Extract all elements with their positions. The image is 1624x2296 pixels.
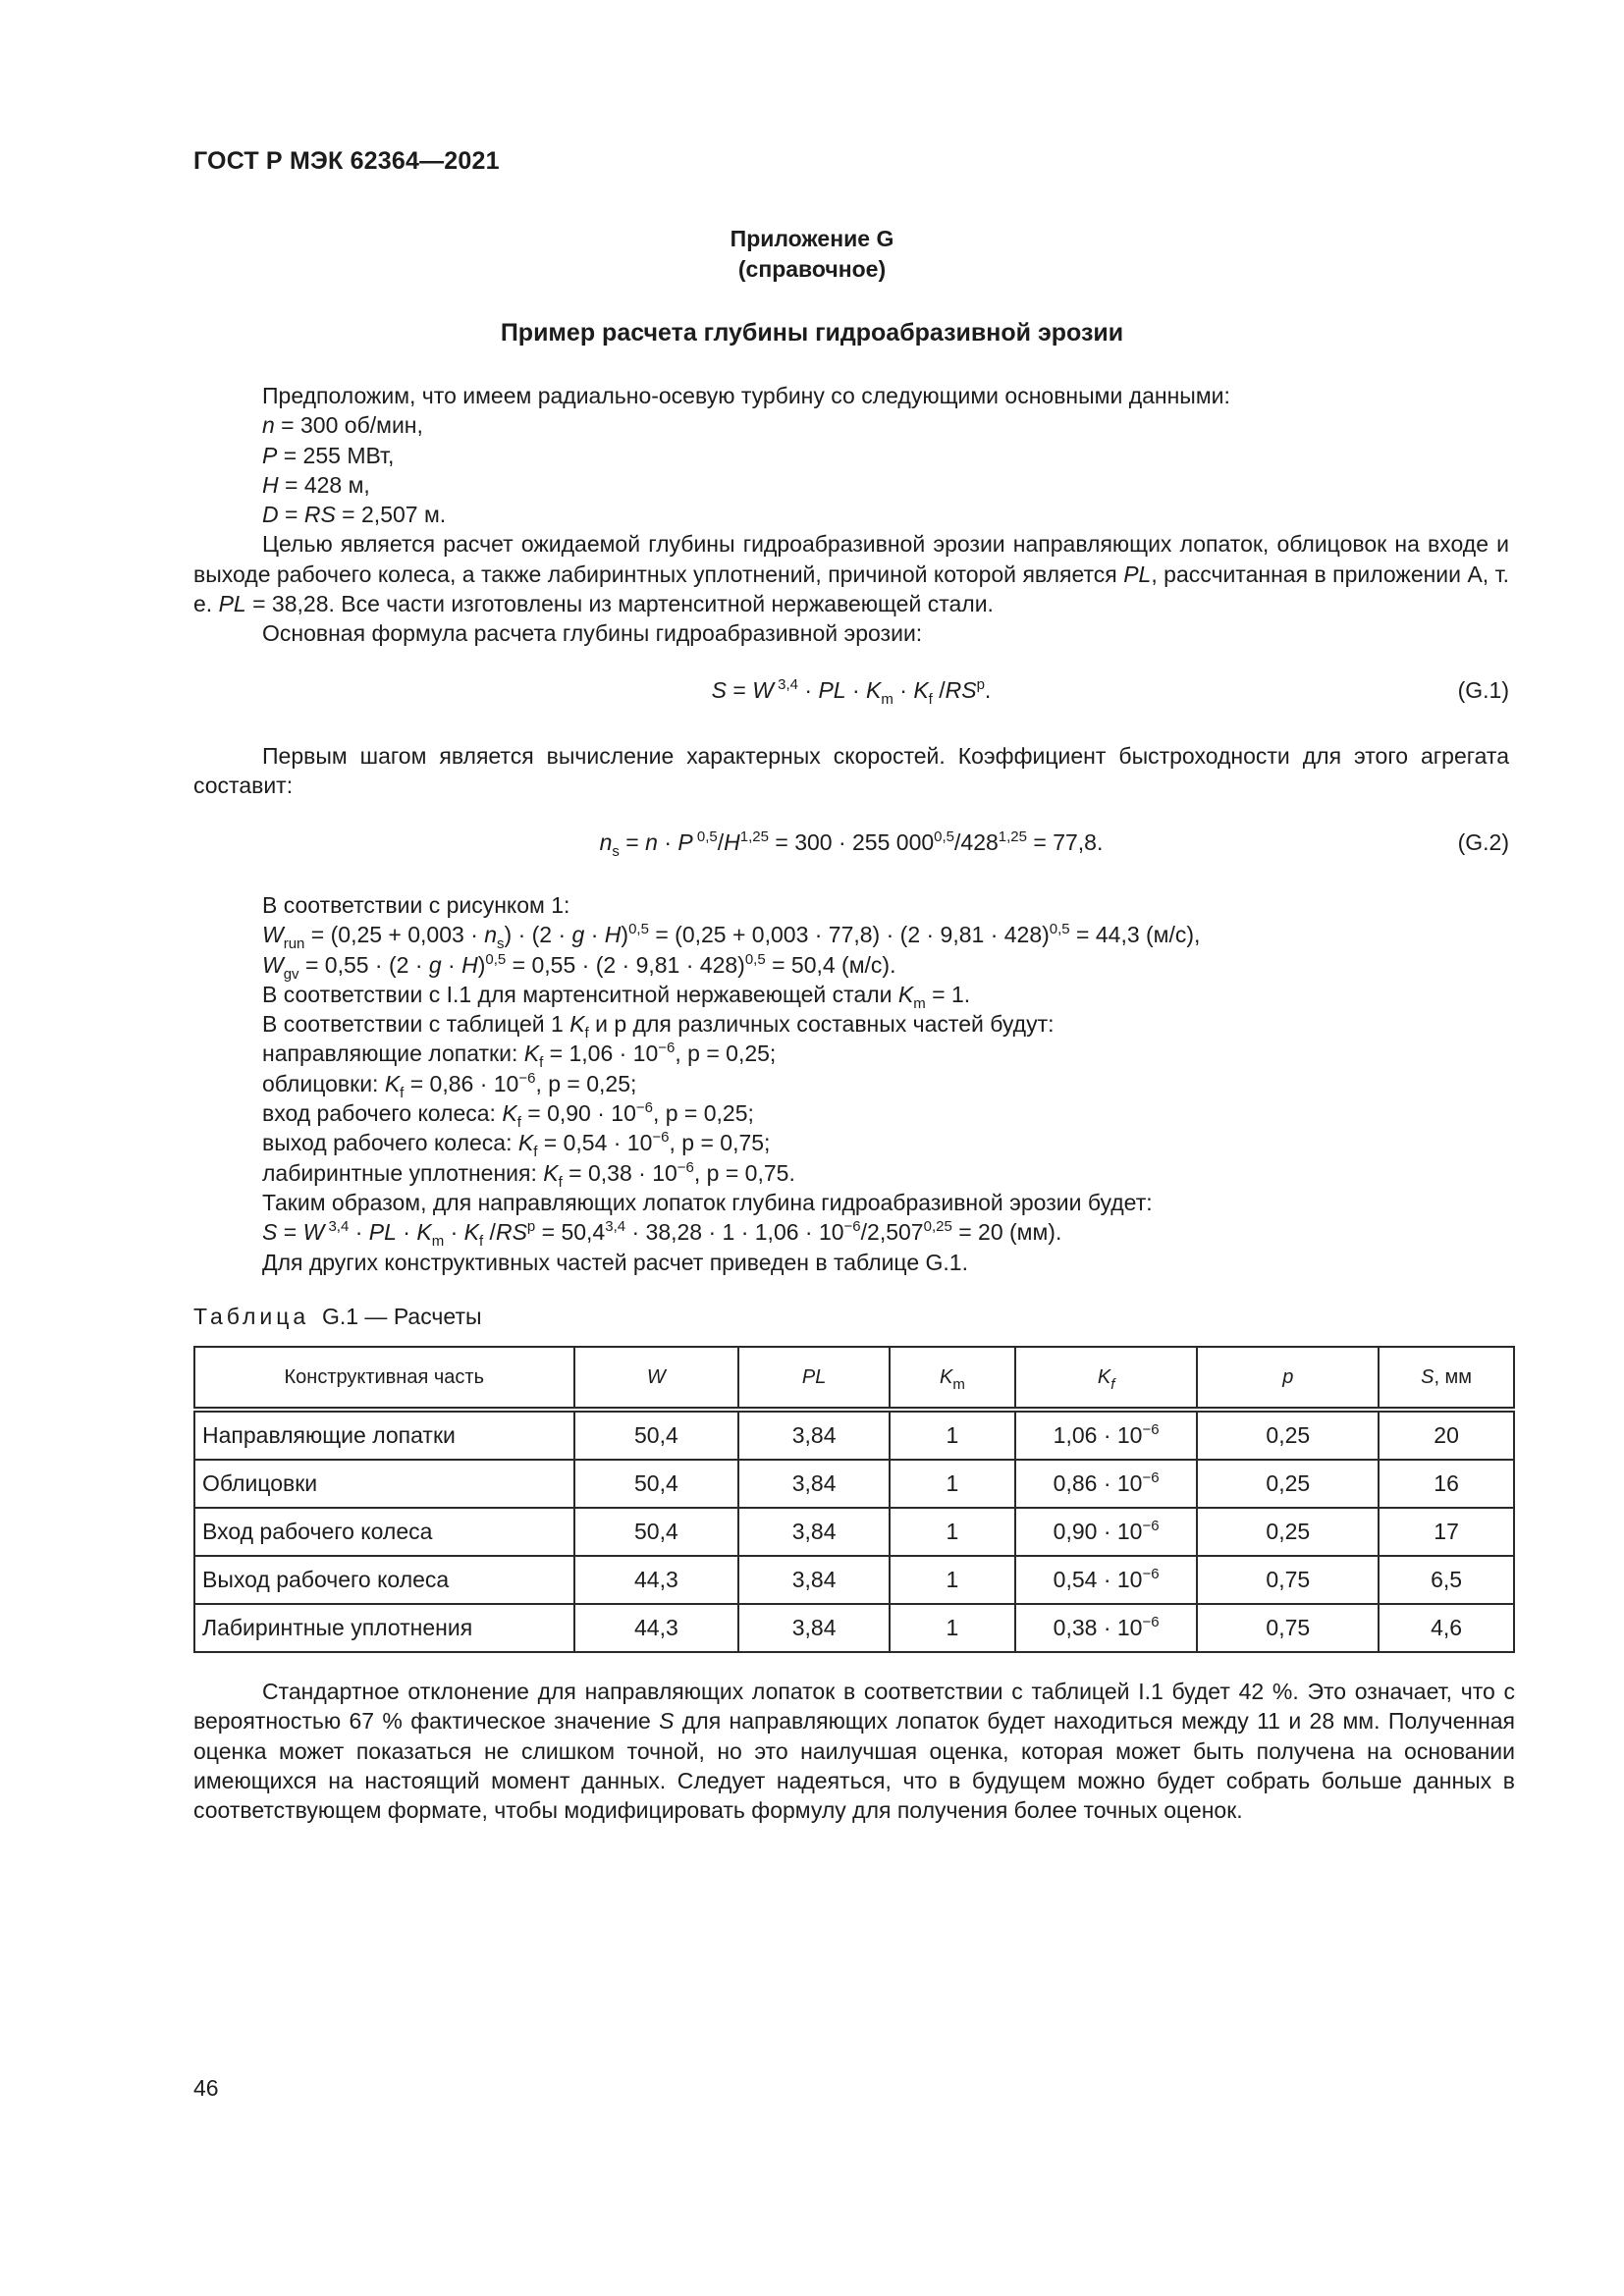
cell-s: 16 xyxy=(1379,1460,1514,1508)
cell-p: 0,75 xyxy=(1197,1604,1379,1652)
s-result-line: S = W $^{3,4}$ · PL · $K_m \cdot K_f$ $/RS^p = 50,4^{3,4} \cdot 38,28 \cdot 1 \cdot 1,06 \cdot 10^{-6}/2,507^{0,25} = 20$ (мм). xyxy=(262,1218,1062,1251)
col-header-p: p xyxy=(1197,1347,1379,1410)
param-n: n = 300 об/мин, xyxy=(262,412,423,439)
kf-inlet: вход рабочего колеса: $K_f = 0,90 \cdot 10^{-6}$, p = 0,25; xyxy=(262,1099,754,1132)
calc-block xyxy=(193,890,1509,1277)
col-header-s: S, мм xyxy=(1379,1347,1514,1410)
kf-liners: облицовки: $K_f = 0,86 \cdot 10^{-6}$, p = 0,25; xyxy=(262,1069,637,1101)
appendix-title: Приложение G xyxy=(730,226,894,251)
standard-header: ГОСТ Р МЭК 62364—2021 xyxy=(193,147,500,175)
cell-km: 1 xyxy=(890,1556,1015,1604)
cell-pl: 3,84 xyxy=(738,1508,890,1556)
cell-km: 1 xyxy=(890,1508,1015,1556)
cell-part: Направляющие лопатки xyxy=(194,1410,574,1460)
col-header-kf: $K_f$ xyxy=(1015,1347,1198,1410)
table-row xyxy=(194,1556,1514,1604)
cell-km: 1 xyxy=(890,1460,1015,1508)
conclusion-paragraph xyxy=(193,1677,1515,1825)
cell-kf: $0,38 \cdot 10^{-6}$ xyxy=(1015,1604,1198,1652)
col-header-km: $K_m$ xyxy=(890,1347,1015,1410)
cell-p: 0,25 xyxy=(1197,1508,1379,1556)
table-ref-line: В соответствии с таблицей 1 $K_f$ и p для различных составных частей будут: xyxy=(262,1011,1055,1042)
cell-p: 0,25 xyxy=(1197,1410,1379,1460)
section-title: Пример расчета глубины гидроабразивной эрозии xyxy=(500,319,1124,347)
step1-text: Первым шагом является вычисление характерных скоростей. Коэффициент быстроходности для этого агрегата составит: xyxy=(193,743,1509,799)
formula-g1-number: (G.1) xyxy=(1457,677,1509,703)
table-caption: Таблица G.1 — Расчеты xyxy=(193,1304,482,1329)
cell-pl: 3,84 xyxy=(738,1604,890,1652)
w-gv-line: $W_{gv} = 0,55 \cdot (2 \cdot g \cdot H)^{0,5} = 0,55 \cdot (2 \cdot 9,81 \cdot 428)^{0,5} = 50,4$ (м/с). xyxy=(262,950,896,983)
intro-lead: Предположим, что имеем радиально-осевую турбину со следующими основными данными: xyxy=(262,383,1230,408)
cell-part: Вход рабочего колеса xyxy=(194,1508,574,1556)
cell-km: 1 xyxy=(890,1410,1015,1460)
cell-pl: 3,84 xyxy=(738,1460,890,1508)
step1-paragraph xyxy=(193,741,1509,801)
formula-g2-number: (G.2) xyxy=(1457,829,1509,855)
table-row xyxy=(194,1460,1514,1508)
col-header-part: Конструктивная часть xyxy=(194,1347,574,1410)
km-line: В соответствии с I.1 для мартенситной нержавеющей стали $K_m = 1$. xyxy=(262,981,971,1012)
formula-lead: Основная формула расчета глубины гидроабразивной эрозии: xyxy=(262,620,923,647)
param-p: P = 255 МВт, xyxy=(262,442,395,468)
cell-pl: 3,84 xyxy=(738,1410,890,1460)
intro-block xyxy=(193,381,1509,649)
w-run-line: $W_{run} = (0,25 + 0,003 \cdot n_s) \cdot (2 \cdot g \cdot H)^{0,5} = (0,25 + 0,003 \cdot 77,8) \cdot (2 \cdot 9,81 \cdot 428)^{0,5} = 44,3$ (м/с), xyxy=(262,921,1201,953)
cell-kf: $0,90 \cdot 10^{-6}$ xyxy=(1015,1508,1198,1556)
table-row xyxy=(194,1410,1514,1460)
kf-labyrinth: лабиринтные уплотнения: $K_f = 0,38 \cdot 10^{-6}$, p = 0,75. xyxy=(262,1158,795,1191)
cell-s: 17 xyxy=(1379,1508,1514,1556)
fig-ref: В соответствии с рисунком 1: xyxy=(262,892,570,918)
cell-part: Выход рабочего колеса xyxy=(194,1556,574,1604)
col-header-pl: PL xyxy=(738,1347,890,1410)
cell-w: 44,3 xyxy=(574,1604,739,1652)
table-row xyxy=(194,1508,1514,1556)
cell-w: 50,4 xyxy=(574,1508,739,1556)
cell-part: Облицовки xyxy=(194,1460,574,1508)
formula-g1-expression: S = W $^{3,4}$ · PL · $K_m \cdot K_f$ $/RS^p$. xyxy=(711,676,992,708)
appendix-kind: (справочное) xyxy=(737,256,887,282)
table-row xyxy=(194,1604,1514,1652)
formula-g1 xyxy=(193,677,1509,709)
kf-guide-vanes: направляющие лопатки: $K_f = 1,06 \cdot 10^{-6}$, p = 0,25; xyxy=(262,1040,777,1072)
others-line: Для других конструктивных частей расчет приведен в таблице G.1. xyxy=(262,1249,968,1275)
cell-kf: $1,06 \cdot 10^{-6}$ xyxy=(1015,1410,1198,1460)
cell-p: 0,75 xyxy=(1197,1556,1379,1604)
param-d: D = RS = 2,507 м. xyxy=(262,502,447,528)
table-header-row xyxy=(194,1347,1514,1410)
cell-s: 4,6 xyxy=(1379,1604,1514,1652)
cell-s: 6,5 xyxy=(1379,1556,1514,1604)
cell-w: 50,4 xyxy=(574,1460,739,1508)
calculation-table xyxy=(193,1346,1515,1653)
cell-kf: $0,54 \cdot 10^{-6}$ xyxy=(1015,1556,1198,1604)
cell-part: Лабиринтные уплотнения xyxy=(194,1604,574,1652)
cell-km: 1 xyxy=(890,1604,1015,1652)
cell-pl: 3,84 xyxy=(738,1556,890,1604)
formula-g2-expression: $n_s = n \cdot P$ $^{0,5}/H^{1,25} = 300 \cdot 255$ $000^{0,5}/428^{1,25} = 77,8$. xyxy=(599,828,1104,860)
cell-s: 20 xyxy=(1379,1410,1514,1460)
cell-kf: $0,86 \cdot 10^{-6}$ xyxy=(1015,1460,1198,1508)
cell-w: 50,4 xyxy=(574,1410,739,1460)
thus-line: Таким образом, для направляющих лопаток глубина гидроабразивной эрозии будет: xyxy=(262,1189,1153,1215)
formula-g2 xyxy=(193,829,1509,861)
param-h: H = 428 м, xyxy=(262,471,370,498)
page-number: 46 xyxy=(193,2075,219,2101)
cell-w: 44,3 xyxy=(574,1556,739,1604)
goal-paragraph: Целью является расчет ожидаемой глубины гидроабразивной эрозии направляющих лопаток, облицовок на входе и выходе рабочего колеса, а также лабиринтных уплотнений, причиной которой является PL, рассчитанная в приложении А, т. е. PL = 38,28. Все части изготовлены из мартенситной нержавеющей стали. xyxy=(193,531,1509,617)
kf-outlet: выход рабочего колеса: $K_f = 0,54 \cdot 10^{-6}$, p = 0,75; xyxy=(262,1129,771,1161)
conclusion-text: Стандартное отклонение для направляющих лопаток в соответствии с таблицей I.1 будет 42 %. Это означает, что с вероятностью 67 % фактическое значение S для направляющих лопаток будет находиться между 11 и 28 мм. Полученная оценка может показаться не слишком точной, но это наилучшая оценка, которая может быть получена на основании имеющихся на настоящий момент данных. Следует надеяться, что в будущем можно будет собрать больше данных в соответствующем формате, чтобы модифицировать формулу для получения более точных оценок. xyxy=(193,1679,1516,1824)
col-header-w: W xyxy=(574,1347,739,1410)
cell-p: 0,25 xyxy=(1197,1460,1379,1508)
